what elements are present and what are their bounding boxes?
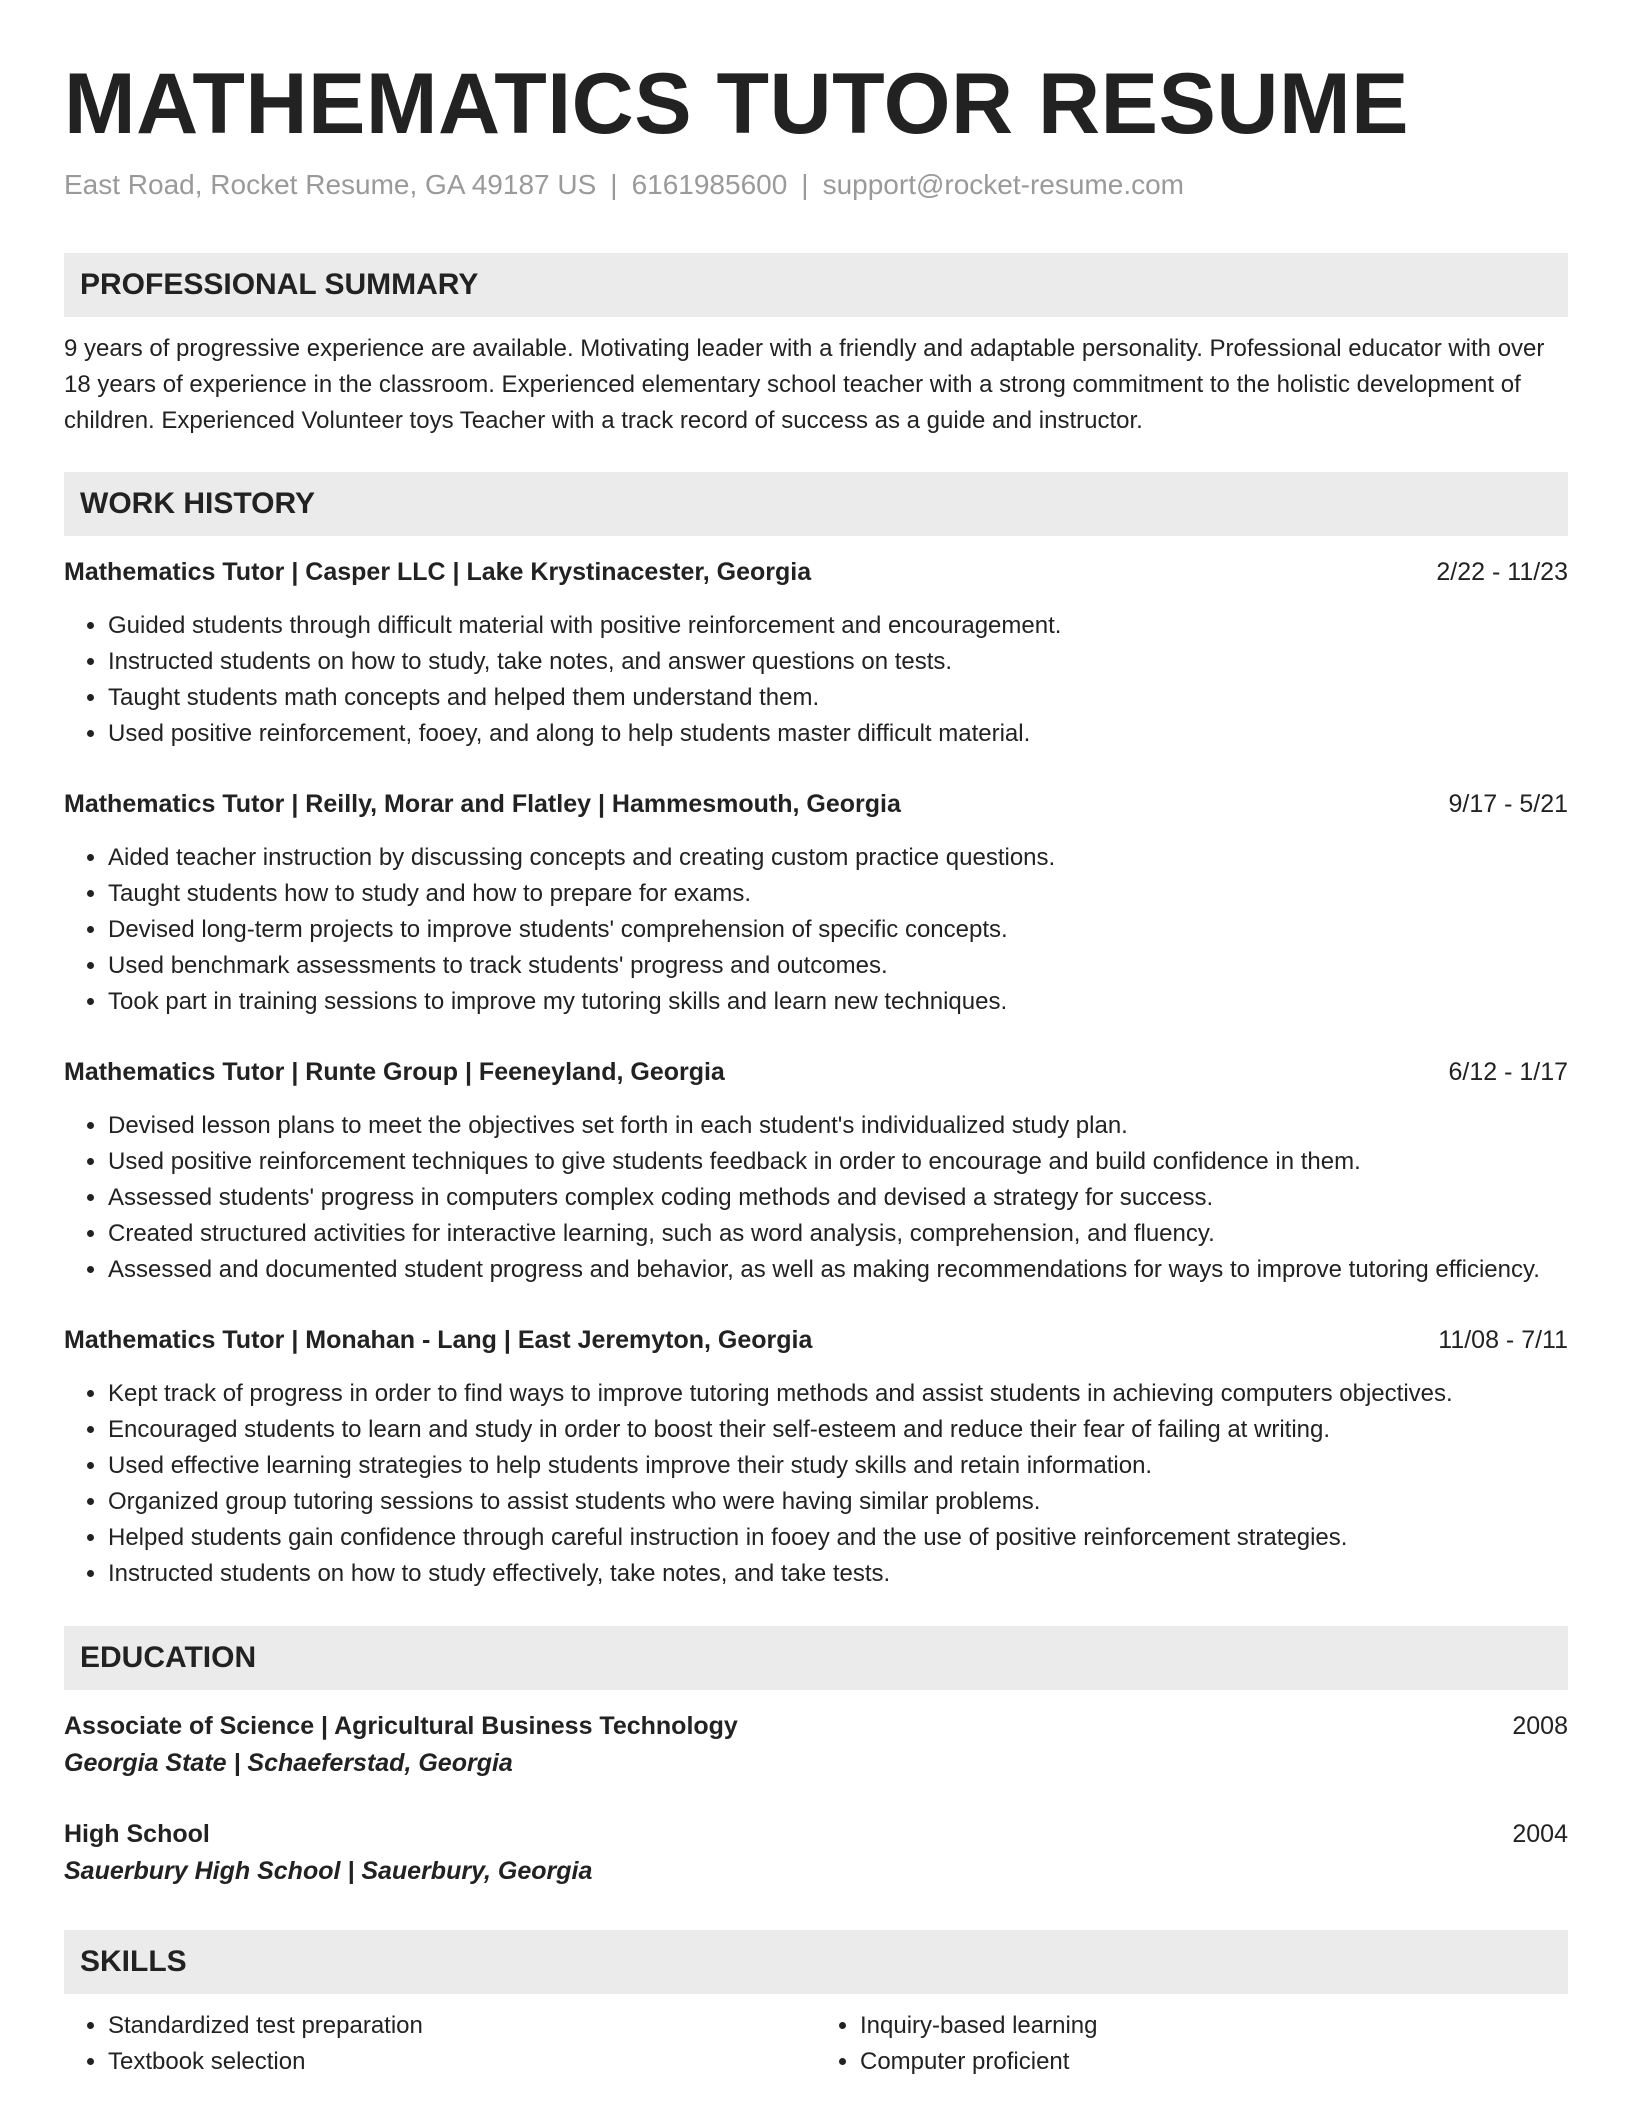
job-title: Mathematics Tutor | Casper LLC | Lake Krystinacester, Georgia: [64, 558, 812, 586]
skills-column-right: [816, 2008, 1568, 2080]
job-bullet: • Taught students math concepts and helped them understand them.: [108, 680, 1568, 716]
job-header: [64, 1054, 1568, 1090]
job-bullet: • Aided teacher instruction by discussing concepts and creating custom practice questions.: [108, 840, 1568, 876]
job-entry: [64, 554, 1568, 752]
job-bullet: • Guided students through difficult material with positive reinforcement and encouragement.: [108, 608, 1568, 644]
job-title: Mathematics Tutor | Monahan - Lang | East Jeremyton, Georgia: [64, 1326, 813, 1354]
skills-column-left: [64, 2008, 816, 2080]
skill-item: • Standardized test preparation: [108, 2008, 816, 2044]
job-bullet: • Encouraged students to learn and study in order to boost their self-esteem and reduce their fear of failing at writing.: [108, 1412, 1568, 1448]
job-bullets: [64, 1108, 1568, 1288]
job-bullet: • Assessed and documented student progress and behavior, as well as making recommendations for ways to improve tutoring efficiency.: [108, 1252, 1568, 1288]
education-year: 2004: [1512, 1820, 1568, 1848]
education-school: Sauerbury High School | Sauerbury, Georgia: [64, 1857, 593, 1885]
job-bullet: • Instructed students on how to study, take notes, and answer questions on tests.: [108, 644, 1568, 680]
education-year: 2008: [1512, 1712, 1568, 1740]
job-header: [64, 1322, 1568, 1358]
job-bullets: [64, 840, 1568, 1020]
job-bullet: • Created structured activities for interactive learning, such as word analysis, comprehension, and fluency.: [108, 1216, 1568, 1252]
skills-list: [816, 2008, 1568, 2080]
job-bullet: • Organized group tutoring sessions to assist students who were having similar problems.: [108, 1484, 1568, 1520]
summary-heading: PROFESSIONAL SUMMARY: [64, 253, 1568, 317]
job-header: [64, 786, 1568, 822]
education-heading: EDUCATION: [64, 1626, 1568, 1690]
job-bullet: • Kept track of progress in order to find ways to improve tutoring methods and assist students in achieving computers objectives.: [108, 1376, 1568, 1412]
job-bullets: [64, 1376, 1568, 1592]
resume-title: MATHEMATICS TUTOR RESUME: [64, 56, 1409, 152]
skill-item: • Computer proficient: [860, 2044, 1568, 2080]
job-bullet: • Took part in training sessions to improve my tutoring skills and learn new techniques.: [108, 984, 1568, 1020]
contact-separator: |: [610, 169, 618, 200]
education-school: Georgia State | Schaeferstad, Georgia: [64, 1749, 513, 1777]
job-bullet: • Helped students gain confidence through careful instruction in fooey and the use of positive reinforcement strategies.: [108, 1520, 1568, 1556]
job-entry: [64, 786, 1568, 1020]
contact-phone: 6161985600: [631, 169, 788, 200]
summary-text: 9 years of progressive experience are available. Motivating leader with a friendly and adaptable personality. Professional educator with over 18 years of experience in the classroom. Experienced elementary school teacher with a strong commitment to the holistic development of children. Experienced Volunteer toys Teacher with a track record of success as a guide and instructor.: [64, 335, 1545, 434]
job-bullet: • Assessed students' progress in computers complex coding methods and devised a strategy for success.: [108, 1180, 1568, 1216]
contact-separator: |: [801, 169, 809, 200]
job-entry: [64, 1054, 1568, 1288]
job-entry: [64, 1322, 1568, 1592]
job-dates: 9/17 - 5/21: [1448, 790, 1568, 818]
skills-heading: SKILLS: [64, 1930, 1568, 1994]
education-entry: [64, 1816, 1568, 1890]
education-entry: [64, 1708, 1568, 1782]
contact-email: support@rocket-resume.com: [822, 169, 1185, 200]
skills-grid: [64, 2008, 1568, 2080]
job-header: [64, 554, 1568, 590]
skill-item: • Inquiry-based learning: [860, 2008, 1568, 2044]
education-degree: Associate of Science | Agricultural Business Technology: [64, 1712, 738, 1740]
job-title: Mathematics Tutor | Runte Group | Feeneyland, Georgia: [64, 1058, 725, 1086]
skill-item: • Textbook selection: [108, 2044, 816, 2080]
job-bullet: • Devised long-term projects to improve students' comprehension of specific concepts.: [108, 912, 1568, 948]
job-bullet: • Used benchmark assessments to track students' progress and outcomes.: [108, 948, 1568, 984]
job-bullet: • Used positive reinforcement, fooey, and along to help students master difficult material.: [108, 716, 1568, 752]
job-dates: 2/22 - 11/23: [1436, 558, 1568, 586]
job-dates: 11/08 - 7/11: [1438, 1326, 1568, 1354]
contact-line: [64, 168, 1568, 202]
job-bullet: • Taught students how to study and how to prepare for exams.: [108, 876, 1568, 912]
work-history-heading: WORK HISTORY: [64, 472, 1568, 536]
job-dates: 6/12 - 1/17: [1448, 1058, 1568, 1086]
job-bullet: • Used effective learning strategies to help students improve their study skills and retain information.: [108, 1448, 1568, 1484]
job-bullets: [64, 608, 1568, 752]
education-degree: High School: [64, 1820, 210, 1848]
job-bullet: • Used positive reinforcement techniques to give students feedback in order to encourage and build confidence in them.: [108, 1144, 1568, 1180]
contact-address: East Road, Rocket Resume, GA 49187 US: [64, 169, 597, 200]
skills-list: [64, 2008, 816, 2080]
job-bullet: • Instructed students on how to study effectively, take notes, and take tests.: [108, 1556, 1568, 1592]
job-bullet: • Devised lesson plans to meet the objectives set forth in each student's individualized study plan.: [108, 1108, 1568, 1144]
education-header: [64, 1816, 1568, 1852]
education-header: [64, 1708, 1568, 1744]
job-title: Mathematics Tutor | Reilly, Morar and Flatley | Hammesmouth, Georgia: [64, 790, 901, 818]
